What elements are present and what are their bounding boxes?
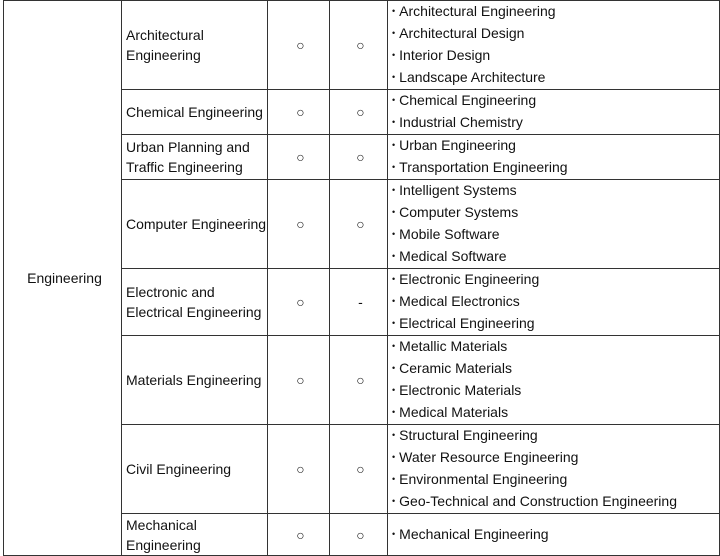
track-item: • Environmental Engineering xyxy=(392,469,719,491)
major-name: Computer Engineering xyxy=(122,180,268,269)
mark-col2: ○ xyxy=(330,336,388,425)
track-item: • Mobile Software xyxy=(392,224,719,246)
track-item: • Industrial Chemistry xyxy=(392,112,719,134)
track-item: • Electronic Materials xyxy=(392,380,719,402)
mark-col1: ○ xyxy=(268,135,330,180)
major-name: Architectural Engineering xyxy=(122,1,268,90)
tracks-cell xyxy=(388,1,720,90)
track-list xyxy=(392,425,719,513)
college-cell: Engineering xyxy=(4,1,122,556)
mark-col1: ○ xyxy=(268,1,330,90)
track-item: • Chemical Engineering xyxy=(392,90,719,112)
track-list xyxy=(392,135,719,179)
track-item: • Interior Design xyxy=(392,45,719,67)
track-item: • Medical Software xyxy=(392,246,719,268)
track-item: • Water Resource Engineering xyxy=(392,447,719,469)
major-name: Electronic and Electrical Engineering xyxy=(122,269,268,336)
track-item: • Architectural Design xyxy=(392,23,719,45)
mark-col1: ○ xyxy=(268,90,330,135)
major-name: Materials Engineering xyxy=(122,336,268,425)
tracks-cell xyxy=(388,514,720,556)
track-item: • Medical Materials xyxy=(392,402,719,424)
mark-col2: - xyxy=(330,269,388,336)
track-list xyxy=(392,524,719,546)
tracks-cell xyxy=(388,269,720,336)
mark-col1: ○ xyxy=(268,269,330,336)
track-item: • Landscape Architecture xyxy=(392,67,719,89)
track-item: • Electronic Engineering xyxy=(392,269,719,291)
major-name: Chemical Engineering xyxy=(122,90,268,135)
tracks-cell xyxy=(388,135,720,180)
mark-col1: ○ xyxy=(268,180,330,269)
track-list xyxy=(392,180,719,268)
track-item: • Computer Systems xyxy=(392,202,719,224)
track-item: • Mechanical Engineering xyxy=(392,524,719,546)
mark-col2: ○ xyxy=(330,180,388,269)
track-item: • Metallic Materials xyxy=(392,336,719,358)
track-list xyxy=(392,269,719,335)
mark-col2: ○ xyxy=(330,514,388,556)
track-item: • Intelligent Systems xyxy=(392,180,719,202)
track-list xyxy=(392,90,719,134)
track-item: • Electrical Engineering xyxy=(392,313,719,335)
track-list xyxy=(392,1,719,89)
major-name: Mechanical Engineering xyxy=(122,514,268,556)
major-name: Urban Planning and Traffic Engineering xyxy=(122,135,268,180)
mark-col1: ○ xyxy=(268,514,330,556)
mark-col2: ○ xyxy=(330,90,388,135)
tracks-cell xyxy=(388,90,720,135)
mark-col2: ○ xyxy=(330,135,388,180)
mark-col1: ○ xyxy=(268,425,330,514)
track-item: • Geo-Technical and Construction Engineering xyxy=(392,491,719,513)
track-item: • Medical Electronics xyxy=(392,291,719,313)
mark-col2: ○ xyxy=(330,425,388,514)
tracks-cell xyxy=(388,336,720,425)
mark-col1: ○ xyxy=(268,336,330,425)
track-item: • Urban Engineering xyxy=(392,135,719,157)
track-list xyxy=(392,336,719,424)
track-item: • Structural Engineering xyxy=(392,425,719,447)
track-item: • Architectural Engineering xyxy=(392,1,719,23)
track-item: • Transportation Engineering xyxy=(392,157,719,179)
tracks-cell xyxy=(388,180,720,269)
majors-table xyxy=(3,0,720,556)
tracks-cell xyxy=(388,425,720,514)
track-item: • Ceramic Materials xyxy=(392,358,719,380)
major-name: Civil Engineering xyxy=(122,425,268,514)
table-row xyxy=(4,1,720,90)
mark-col2: ○ xyxy=(330,1,388,90)
